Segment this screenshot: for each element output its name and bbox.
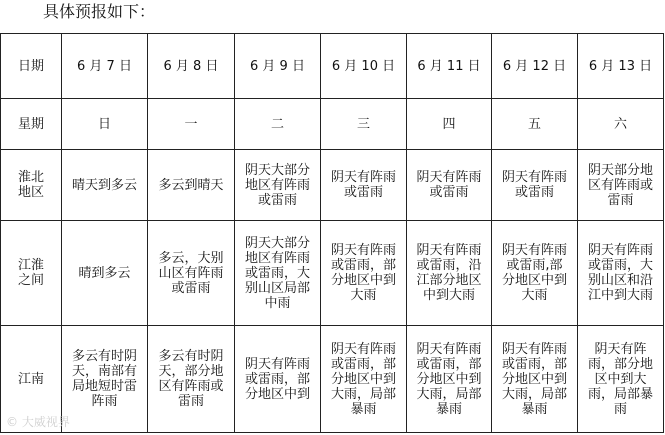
forecast-cell: 阴天有阵雨 或雷雨，大 别山区和沿 江中到大雨 <box>578 221 664 326</box>
forecast-cell: 阴天部分地 区有阵雨或 雷雨 <box>578 150 664 221</box>
forecast-cell: 多云到晴天 <box>148 150 235 221</box>
forecast-cell: 阴天有阵雨 或雷雨，部 分地区中到 <box>235 326 321 433</box>
forecast-cell: 阴天有阵雨 或雷雨 <box>407 150 492 221</box>
region-name-cell: 江淮 之间 <box>1 221 62 326</box>
weekday-cell: 一 <box>148 99 235 150</box>
weekday-cell: 五 <box>492 99 578 150</box>
date-cell: 6 月 12 日 <box>492 34 578 99</box>
weekday-header-cell: 星期 <box>1 99 62 150</box>
forecast-cell: 阴天有阵雨 或雷雨，部 分地区中到 大雨，局部 暴雨 <box>407 326 492 433</box>
weekday-cell: 日 <box>62 99 148 150</box>
weekday-cell: 二 <box>235 99 321 150</box>
watermark <box>6 413 70 431</box>
forecast-cell: 阴天有阵 雨，部分地 区中到大 雨，局部暴 雨 <box>578 326 664 433</box>
weekday-row <box>1 99 664 150</box>
date-cell: 6 月 13 日 <box>578 34 664 99</box>
forecast-cell: 多云，大别 山区有阵雨 或雷雨 <box>148 221 235 326</box>
watermark-text: 大威视界 <box>21 415 70 429</box>
weekday-cell: 四 <box>407 99 492 150</box>
forecast-cell: 阴天有阵雨 或雷雨,部 分地区中到 大雨 <box>492 221 578 326</box>
forecast-cell: 阴天大部分 地区有阵雨 或雷雨 <box>235 150 321 221</box>
forecast-cell: 晴天到多云 <box>62 150 148 221</box>
watermark-logo-icon: © <box>6 415 18 429</box>
date-cell: 6 月 10 日 <box>321 34 407 99</box>
forecast-cell: 阴天有阵雨 或雷雨 <box>492 150 578 221</box>
forecast-cell: 阴天有阵雨 或雷雨，部 分地区中到 大雨，局部 暴雨 <box>321 326 407 433</box>
date-header-cell: 日期 <box>1 34 62 99</box>
date-cell: 6 月 11 日 <box>407 34 492 99</box>
forecast-cell: 阴天大部分 地区有阵雨 或雷雨，大 别山区局部 中雨 <box>235 221 321 326</box>
date-cell: 6 月 7 日 <box>62 34 148 99</box>
region-row-jiangnan <box>1 326 664 433</box>
forecast-cell: 多云有时阴 天，部分地 区有阵雨或 雷雨 <box>148 326 235 433</box>
forecast-cell: 多云有时阴 天，南部有 局地短时雷 阵雨 <box>62 326 148 433</box>
forecast-cell: 阴天有阵雨 或雷雨，部 分地区中到 大雨，局部 暴雨 <box>492 326 578 433</box>
forecast-cell: 阴天有阵雨 或雷雨，沿 江部分地区 中到大雨 <box>407 221 492 326</box>
forecast-cell: 阴天有阵雨 或雷雨，部 分地区中到 大雨 <box>321 221 407 326</box>
forecast-table <box>0 33 664 433</box>
forecast-cell: 阴天有阵雨 或雷雨 <box>321 150 407 221</box>
region-name-cell: 江南 <box>1 326 62 433</box>
date-cell: 6 月 8 日 <box>148 34 235 99</box>
weekday-cell: 六 <box>578 99 664 150</box>
region-row-jianghuai <box>1 221 664 326</box>
date-cell: 6 月 9 日 <box>235 34 321 99</box>
intro-text: 具体预报如下： <box>43 2 156 21</box>
region-row-huaibei <box>1 150 664 221</box>
weekday-cell: 三 <box>321 99 407 150</box>
forecast-cell: 晴到多云 <box>62 221 148 326</box>
date-row <box>1 34 664 99</box>
region-name-cell: 淮北 地区 <box>1 150 62 221</box>
